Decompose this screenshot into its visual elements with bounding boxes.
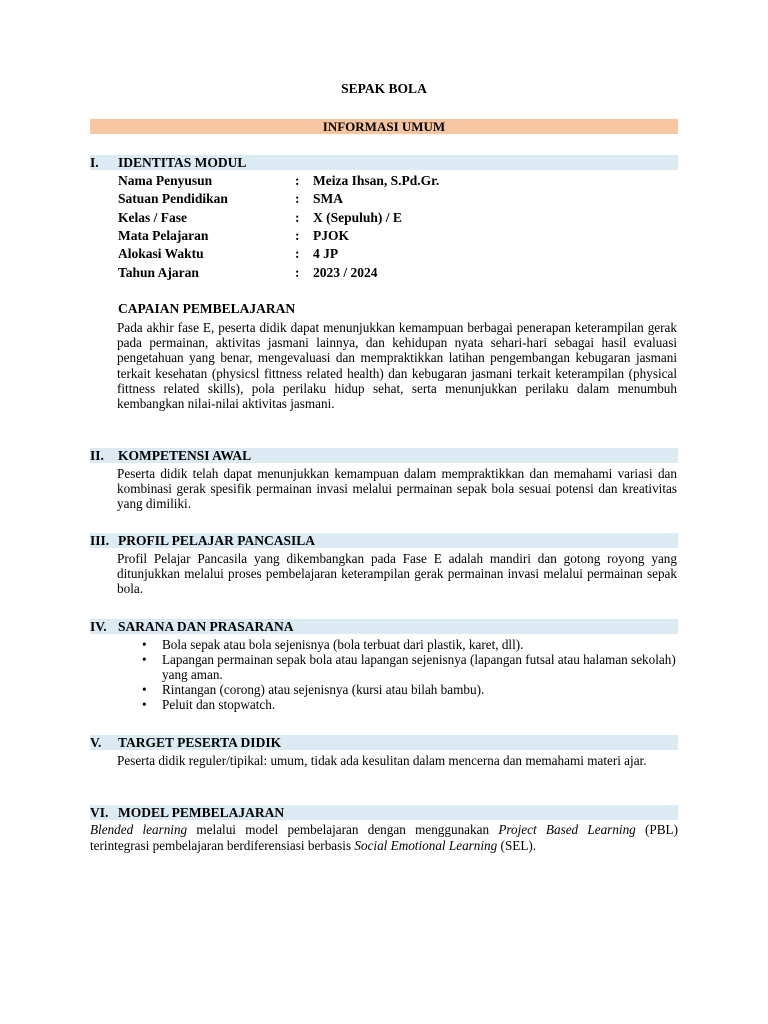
identity-colon: : — [295, 173, 300, 188]
capaian-heading: CAPAIAN PEMBELAJARAN — [118, 301, 296, 316]
list-item-text: Lapangan permainan sepak bola atau lapangan sejenisnya (lapangan futsal atau halaman sekolah) yang aman. — [162, 652, 676, 682]
section-number: IV. — [90, 619, 107, 634]
section-header-profil — [90, 533, 678, 548]
section-number: III. — [90, 533, 110, 548]
list-item — [117, 652, 677, 682]
section-title: KOMPETENSI AWAL — [118, 448, 252, 463]
section-number: VI. — [90, 805, 109, 820]
list-item-text: Bola sepak atau bola sejenisnya (bola terbuat dari plastik, karet, dll). — [162, 637, 524, 652]
bullet-icon: • — [142, 697, 147, 712]
section-header-kompetensi — [90, 448, 678, 463]
informasi-umum-banner: INFORMASI UMUM — [90, 119, 678, 134]
section-title: TARGET PESERTA DIDIK — [118, 735, 282, 750]
section-header-identitas — [90, 155, 678, 170]
identity-colon: : — [295, 228, 300, 243]
sarana-list — [117, 637, 677, 712]
section-title: PROFIL PELAJAR PANCASILA — [118, 533, 316, 548]
identity-label: Tahun Ajaran — [118, 265, 199, 280]
list-item-text: Rintangan (corong) atau sejenisnya (kursi atau bilah bambu). — [162, 682, 485, 697]
section-number: V. — [90, 735, 102, 750]
model-text: (PBL) terintegrasi pembelajaran berdiferensiasi berbasis — [90, 822, 678, 853]
document-title: SEPAK BOLA — [341, 81, 427, 96]
profil-paragraph: Profil Pelajar Pancasila yang dikembangkan pada Fase E adalah mandiri dan gotong royong yang ditunjukkan melalui proses pembelajaran keterampilan gerak permainan invasi melalui permainan sepak bola. — [117, 551, 677, 597]
model-term-pbl: Project Based Learning — [498, 822, 636, 837]
model-term-sel: Social Emotional Learning — [354, 838, 498, 853]
identity-row-satuan — [118, 190, 678, 208]
identity-colon: : — [295, 246, 300, 261]
identity-value: X (Sepuluh) / E — [313, 210, 402, 225]
identity-label: Nama Penyusun — [118, 173, 213, 188]
identity-row-tahun — [118, 264, 678, 282]
section-title: MODEL PEMBELAJARAN — [118, 805, 285, 820]
list-item — [117, 682, 677, 697]
section-number: II. — [90, 448, 104, 463]
kompetensi-paragraph: Peserta didik telah dapat menunjukkan kemampuan dalam mempraktikkan dan memahami variasi dan kombinasi gerak spesifik permainan invasi melalui permainan sepak bola sesuai potensi dan kreativitas yang dimiliki. — [117, 466, 677, 512]
section-header-target — [90, 735, 678, 750]
identity-value: Meiza Ihsan, S.Pd.Gr. — [313, 173, 440, 188]
bullet-icon: • — [142, 652, 147, 667]
section-header-model — [90, 805, 678, 820]
model-term-blended: Blended learning — [90, 822, 188, 837]
identity-label: Alokasi Waktu — [118, 246, 204, 261]
identity-label: Kelas / Fase — [118, 210, 187, 225]
list-item — [117, 697, 677, 712]
section-header-sarana — [90, 619, 678, 634]
section-title: IDENTITAS MODUL — [118, 155, 247, 170]
identity-colon: : — [295, 210, 300, 225]
bullet-icon: • — [142, 637, 147, 652]
identity-value: 2023 / 2024 — [313, 265, 378, 280]
identity-row-kelas — [118, 209, 678, 227]
identity-label: Satuan Pendidikan — [118, 191, 228, 206]
capaian-paragraph: Pada akhir fase E, peserta didik dapat menunjukkan kemampuan berbagai penerapan keterampilan gerak pada permainan, aktivitas jasmani lainnya, dan kehidupan nyata sehari-hari sebagai hasil evaluasi pengetahuan yang benar, mengevaluasi dan mempraktikkan latihan pengembangan kebugaran jasmani terkait kesehatan (physicsl fittness related health) dan kebugaran jasmani terkait keterampilan (physical fittness related skills), pola perilaku hidup sehat, serta menunjukkan perilaku dalam menumbuh kembangkan nilai-nilai aktivitas jasmani. — [117, 320, 677, 412]
identity-value: PJOK — [313, 228, 349, 243]
bullet-icon: • — [142, 682, 147, 697]
identity-colon: : — [295, 265, 300, 280]
identity-value: SMA — [313, 191, 343, 206]
target-paragraph: Peserta didik reguler/tipikal: umum, tidak ada kesulitan dalam mencerna dan memahami materi ajar. — [117, 753, 647, 768]
section-title: SARANA DAN PRASARANA — [118, 619, 294, 634]
model-paragraph — [90, 822, 678, 854]
identity-colon: : — [295, 191, 300, 206]
identity-row-nama — [118, 172, 678, 190]
list-item-text: Peluit dan stopwatch. — [162, 697, 276, 712]
identity-row-alokasi — [118, 245, 678, 263]
model-text: (SEL). — [497, 838, 537, 853]
section-number: I. — [90, 155, 99, 170]
list-item — [117, 637, 677, 652]
identity-row-mapel — [118, 227, 678, 245]
identity-value: 4 JP — [313, 246, 339, 261]
identity-label: Mata Pelajaran — [118, 228, 209, 243]
model-text: melalui model pembelajaran dengan menggunakan — [187, 822, 499, 837]
